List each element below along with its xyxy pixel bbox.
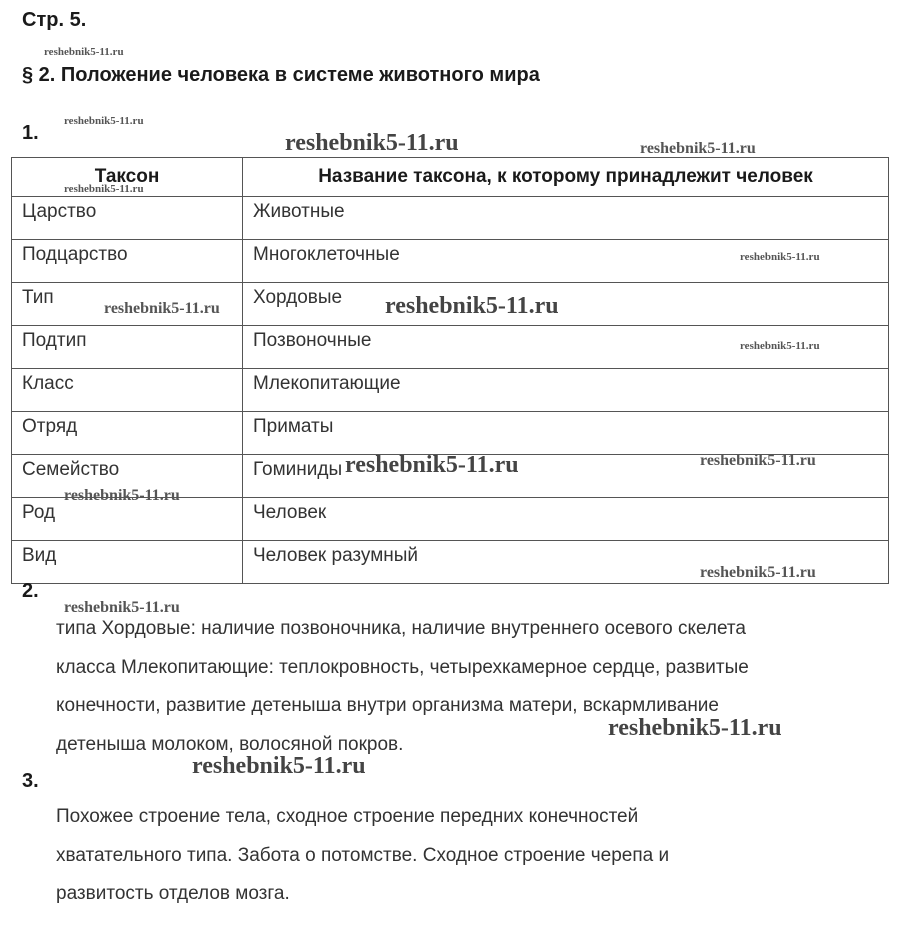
taxon-cell: Подтип — [12, 326, 243, 369]
table-row — [12, 369, 889, 412]
taxon-cell: Вид — [12, 541, 243, 584]
taxon-name-cell: Хордовые — [243, 283, 889, 326]
watermark: reshebnik5-11.ru — [740, 340, 820, 352]
answer-line: хватательного типа. Забота о потомстве. Сходное строение черепа и — [56, 844, 670, 866]
taxon-cell: Тип — [12, 283, 243, 326]
watermark: reshebnik5-11.ru — [385, 293, 559, 319]
watermark: reshebnik5-11.ru — [44, 46, 124, 58]
task-3-number: 3. — [22, 770, 39, 792]
taxon-name-cell: Позвоночные — [243, 326, 889, 369]
taxon-name-cell: Приматы — [243, 412, 889, 455]
table-row — [12, 412, 889, 455]
task-1-number: 1. — [22, 122, 39, 144]
watermark: reshebnik5-11.ru — [64, 115, 144, 127]
taxon-name-cell: Млекопитающие — [243, 369, 889, 412]
watermark: reshebnik5-11.ru — [608, 715, 782, 741]
watermark: reshebnik5-11.ru — [700, 452, 816, 469]
answer-line: Похожее строение тела, сходное строение передних конечностей — [56, 806, 639, 827]
answer-line: конечности, развитие детеныша внутри организма матери, вскармливание — [56, 695, 719, 716]
taxon-cell: Класс — [12, 369, 243, 412]
page-number-heading: Стр. 5. — [22, 9, 87, 31]
column-header-taxon-name: Название таксона, к которому принадлежит человек — [243, 158, 889, 197]
answer-line: класса Млекопитающие: теплокровность, четырехкамерное сердце, развитые — [56, 656, 749, 678]
answer-line: типа Хордовые: наличие позвоночника, наличие внутреннего осевого скелета — [56, 618, 746, 639]
watermark: reshebnik5-11.ru — [345, 452, 519, 478]
column-header-taxon: Таксон — [12, 158, 243, 197]
taxon-name-cell: Животные — [243, 197, 889, 240]
watermark: reshebnik5-11.ru — [64, 599, 180, 616]
taxon-cell: Царство — [12, 197, 243, 240]
watermark: reshebnik5-11.ru — [285, 130, 459, 156]
watermark: reshebnik5-11.ru — [64, 487, 180, 504]
taxon-name-cell: Многоклеточные — [243, 240, 889, 283]
task-2-number: 2. — [22, 580, 39, 602]
task-3-answer — [56, 798, 669, 914]
taxon-cell: Род — [12, 498, 243, 541]
watermark: reshebnik5-11.ru — [104, 300, 220, 317]
section-title: § 2. Положение человека в системе животного мира — [22, 64, 540, 86]
taxon-cell: Подцарство — [12, 240, 243, 283]
taxon-table — [11, 157, 889, 584]
taxon-cell: Отряд — [12, 412, 243, 455]
taxon-cell: Семейство — [12, 455, 243, 498]
taxon-name-cell: Человек — [243, 498, 889, 541]
answer-line: детеныша молоком, волосяной покров. — [56, 733, 404, 755]
watermark: reshebnik5-11.ru — [640, 140, 756, 157]
watermark: reshebnik5-11.ru — [64, 183, 144, 195]
answer-line: развитость отделов мозга. — [56, 883, 290, 904]
watermark: reshebnik5-11.ru — [192, 753, 366, 779]
taxon-name-cell: Человек разумный — [243, 541, 889, 584]
table-row — [12, 197, 889, 240]
watermark: reshebnik5-11.ru — [700, 564, 816, 581]
watermark: reshebnik5-11.ru — [740, 251, 820, 263]
taxon-name-cell: Гоминиды — [243, 455, 889, 498]
